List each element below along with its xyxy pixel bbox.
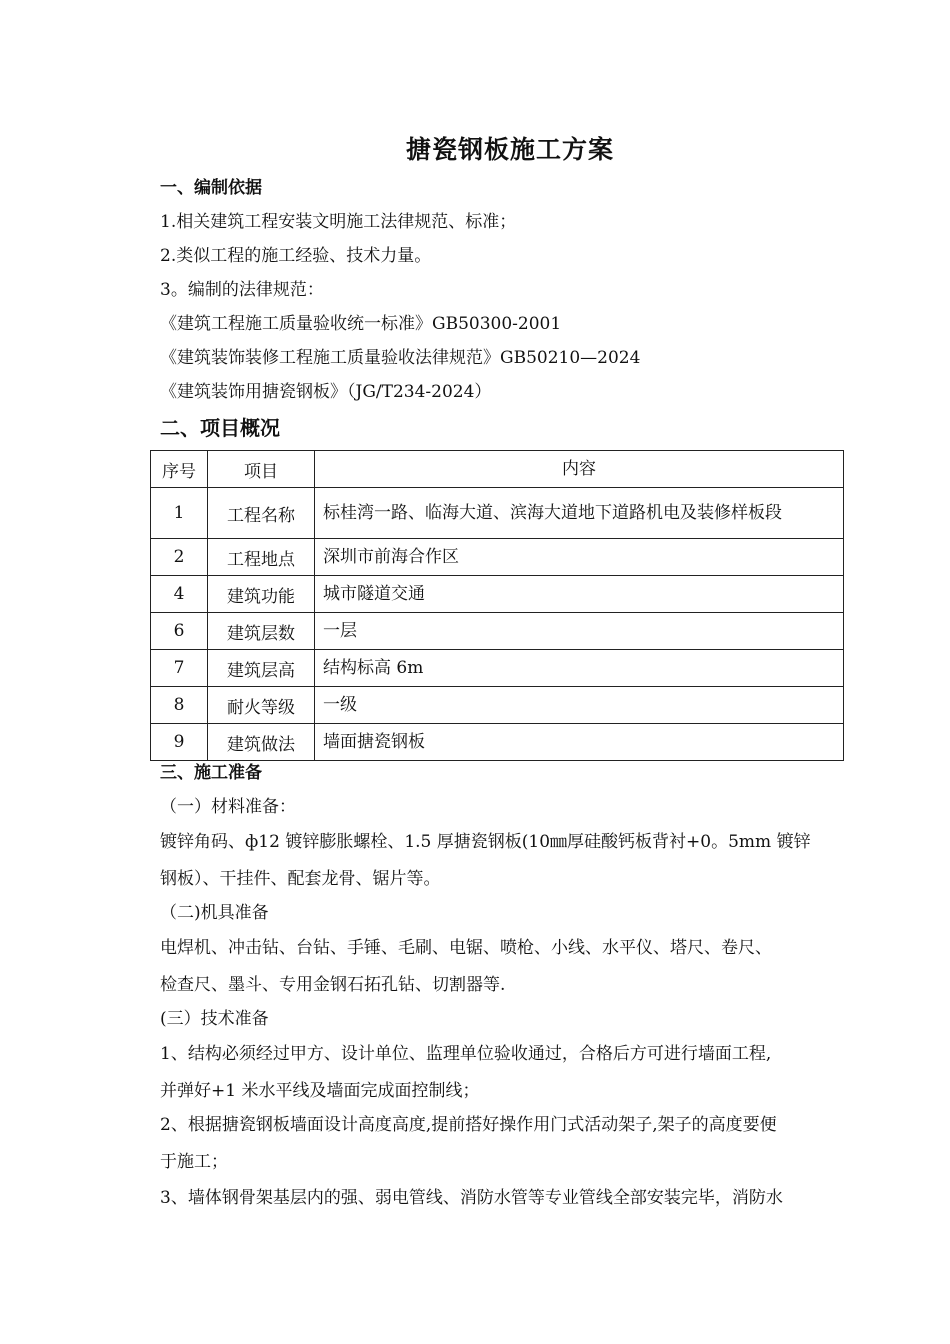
row-content: 一级 [315,687,844,724]
row-content: 墙面搪瓷钢板 [315,724,844,761]
table-row [151,724,844,761]
tech-item-3-line-1: 3、墙体钢骨架基层内的强、弱电管线、消防水管等专业管线全部安装完毕，消防水 [160,1188,783,1208]
standard-3: 《建筑装饰用搪瓷钢板》（JG/T234-2024） [160,382,492,402]
row-item: 工程名称 [208,488,315,539]
tools-heading: （二)机具准备 [160,903,269,923]
row-no: 4 [151,576,208,613]
standard-1: 《建筑工程施工质量验收统一标准》GB50300-2001 [160,314,562,334]
basis-item-3: 3。编制的法律规范： [160,280,324,300]
row-content: 城市隧道交通 [315,576,844,613]
tools-text-line-2: 检查尺、墨斗、专用金钢石拓孔钻、切割器等. [160,975,506,995]
materials-heading: （一）材料准备： [160,797,296,817]
row-no: 6 [151,613,208,650]
standard-2: 《建筑装饰装修工程施工质量验收法律规范》GB50210—2024 [160,348,641,368]
project-overview-table [150,450,844,761]
tools-text-line-1: 电焊机、冲击钻、台钻、手锤、毛刷、电锯、喷枪、小线、水平仪、塔尺、卷尺、 [160,938,772,958]
row-item: 耐火等级 [208,687,315,724]
materials-text-line-2: 钢板）、干挂件、配套龙骨、锯片等。 [160,869,441,889]
row-no: 2 [151,539,208,576]
row-content: 标桂湾一路、临海大道、滨海大道地下道路机电及装修样板段 [315,488,844,539]
basis-item-2: 2.类似工程的施工经验、技术力量。 [160,246,432,266]
table-row [151,687,844,724]
tech-item-1-line-1: 1、结构必须经过甲方、设计单位、监理单位验收通过，合格后方可进行墙面工程, [160,1044,772,1064]
table-row [151,613,844,650]
row-no: 7 [151,650,208,687]
table-row [151,576,844,613]
row-no: 9 [151,724,208,761]
section3-heading: 三、施工准备 [160,763,262,783]
basis-item-1: 1.相关建筑工程安装文明施工法律规范、标准； [160,212,517,232]
section1-heading: 一、编制依据 [160,178,262,198]
header-content: 内容 [315,451,844,488]
row-content: 结构标高 6m [315,650,844,687]
tech-item-2-line-1: 2、根据搪瓷钢板墙面设计高度高度,提前搭好操作用门式活动架子,架子的高度要便 [160,1115,777,1135]
row-item: 工程地点 [208,539,315,576]
row-no: 8 [151,687,208,724]
row-item: 建筑做法 [208,724,315,761]
row-item: 建筑功能 [208,576,315,613]
materials-text-line-1: 镀锌角码、ф12 镀锌膨胀螺栓、1.5 厚搪瓷钢板(10㎜厚硅酸钙板背衬+0。5mm 镀锌 [160,832,811,852]
row-content: 一层 [315,613,844,650]
tech-item-2-line-2: 于施工； [160,1152,228,1172]
row-content: 深圳市前海合作区 [315,539,844,576]
header-item: 项目 [208,451,315,488]
row-item: 建筑层高 [208,650,315,687]
table-row [151,539,844,576]
header-no: 序号 [151,451,208,488]
tech-heading: (三）技术准备 [160,1009,269,1029]
tech-item-1-line-2: 并弹好+1 米水平线及墙面完成面控制线； [160,1081,480,1101]
row-no: 1 [151,488,208,539]
table-header-row [151,451,844,488]
section2-heading: 二、项目概况 [160,416,280,440]
document-title: 搪瓷钢板施工方案 [405,135,614,164]
table-row [151,488,844,539]
row-item: 建筑层数 [208,613,315,650]
table-row [151,650,844,687]
